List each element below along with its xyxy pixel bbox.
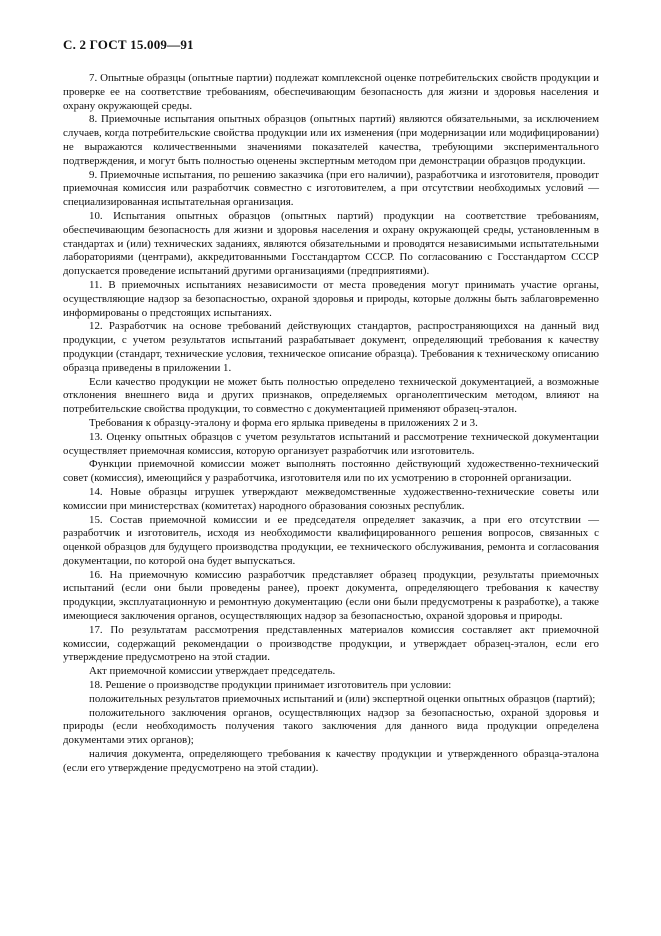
paragraph-8: 8. Приемочные испытания опытных образцов (опытных партий) являются обязательными, за исключением случаев, когда потребительские свойства продукции или их изменения (при модернизации или модифицировании) не выражаются количественными значениями показателей качества, требующими экспериментального подтверждения, и могут быть полностью оценены экспертным методом при демонстрации образцов продукции. bbox=[63, 113, 599, 167]
paragraph-12-requirements: Требования к образцу-эталону и форма его ярлыка приведены в приложениях 2 и 3. bbox=[89, 416, 478, 429]
paragraph-18-condition-1: положительных результатов приемочных испытаний и (или) экспертной оценки опытных образцов (партий); bbox=[89, 692, 596, 705]
page-header: С. 2 ГОСТ 15.009—91 bbox=[63, 37, 194, 52]
paragraph-10: 10. Испытания опытных образцов (опытных партий) продукции на соответствие требованиям, обеспечивающим безопасность для жизни и здоровья населения и охрану окружающей среды, установленным в стандартах и (или) технических заданиях, являются обязательными и проводятся независимыми испытательными лабораториями (центрами), аккредитованными Госстандартом СССР. По согласованию с Госстандартом СССР допускается проведение испытаний другими организациями (предприятиями). bbox=[63, 209, 599, 278]
paragraph-16: 16. На приемочную комиссию разработчик представляет образец продукции, результаты приемочных испытаний (если они были проведены ранее), проект документа, определяющего требования к качеству продукции, эксплуатационную и ремонтную документацию (если они были предусмотрены к разработке), а также имеющиеся заключения органов, осуществляющих надзор за безопасностью, охраной здоровья и природы. bbox=[63, 568, 599, 623]
paragraph-12-quality: Если качество продукции не может быть полностью определено технической документацией, а возможные отклонения внешнего вида и других признаков, определяемых органолептическим методом, влияют на потребительские свойства продукции, то совместно с документацией применяют образец-эталон. bbox=[63, 375, 599, 416]
paragraph-15: 15. Состав приемочной комиссии и ее председателя определяет заказчик, а при его отсутствии — разработчик и изготовитель, исходя из необходимости квалифицированного решения вопросов, связанных с оценкой образцов для будущего производства продукции, ее технического обслуживания, ремонта и согласования документации, по которой она будет выпускаться. bbox=[63, 513, 599, 567]
paragraph-11: 11. В приемочных испытаниях независимости от места проведения могут принимать участие органы, осуществляющие надзор за безопасностью, охраной здоровья и природы, которые должны быть заблаговременно информированы о предстоящих испытаниях. bbox=[63, 278, 599, 319]
paragraph-12: 12. Разработчик на основе требований действующих стандартов, распространяющихся на данный вид продукции, с учетом результатов испытаний разрабатывает документ, определяющий требования к качеству продукции (стандарт, технические условия, техническое описание образца). Требования к техническому описанию образца приведены в приложении 1. bbox=[63, 320, 599, 374]
paragraph-9: 9. Приемочные испытания, по решению заказчика (при его наличии), разработчика и изготовителя, проводит приемочная комиссия или разработчик совместно с изготовителем, а при отсутствии необходимых условий — специализированная испытательная организация. bbox=[63, 168, 599, 209]
paragraph-14: 14. Новые образцы игрушек утверждают межведомственные художественно-технические советы или комиссии при министерствах (комитетах) народного образования союзных республик. bbox=[63, 485, 599, 512]
paragraph-18: 18. Решение о производстве продукции принимает изготовитель при условии: bbox=[89, 679, 452, 692]
paragraph-13-functions: Функции приемочной комиссии может выполнять постоянно действующий художественно-технический совет (комиссия), имеющийся у разработчика, изготовителя или по их усмотрению в сторонней организации. bbox=[63, 458, 599, 485]
paragraph-7: 7. Опытные образцы (опытные партии) подлежат комплексной оценке потребительских свойств продукции и проверке ее на соответствие требованиям, обеспечивающим безопасность для жизни и здоровья населения и охрану окружающей среды. bbox=[63, 72, 599, 112]
paragraph-17: 17. По результатам рассмотрения представленных материалов комиссия составляет акт приемочной комиссии, содержащий рекомендации о производстве продукции, и утверждает образец-эталон, если его утверждение предусмотрено на этой стадии. bbox=[63, 623, 599, 664]
document-body bbox=[63, 72, 599, 776]
paragraph-17-act: Акт приемочной комиссии утверждает председатель. bbox=[89, 665, 336, 678]
paragraph-13: 13. Оценку опытных образцов с учетом результатов испытаний и рассмотрение технической документации осуществляет приемочная комиссия, которую организует разработчик или изготовитель. bbox=[63, 430, 599, 457]
paragraph-18-condition-3: наличия документа, определяющего требования к качеству продукции и утвержденного образца-эталона (если его утверждение предусмотрено на этой стадии). bbox=[63, 748, 599, 774]
paragraph-18-condition-2: положительного заключения органов, осуществляющих надзор за безопасностью, охраной здоровья и природы (если необходимость получения такого заключения для данного вида продукции определена документами этих органов); bbox=[63, 706, 599, 747]
